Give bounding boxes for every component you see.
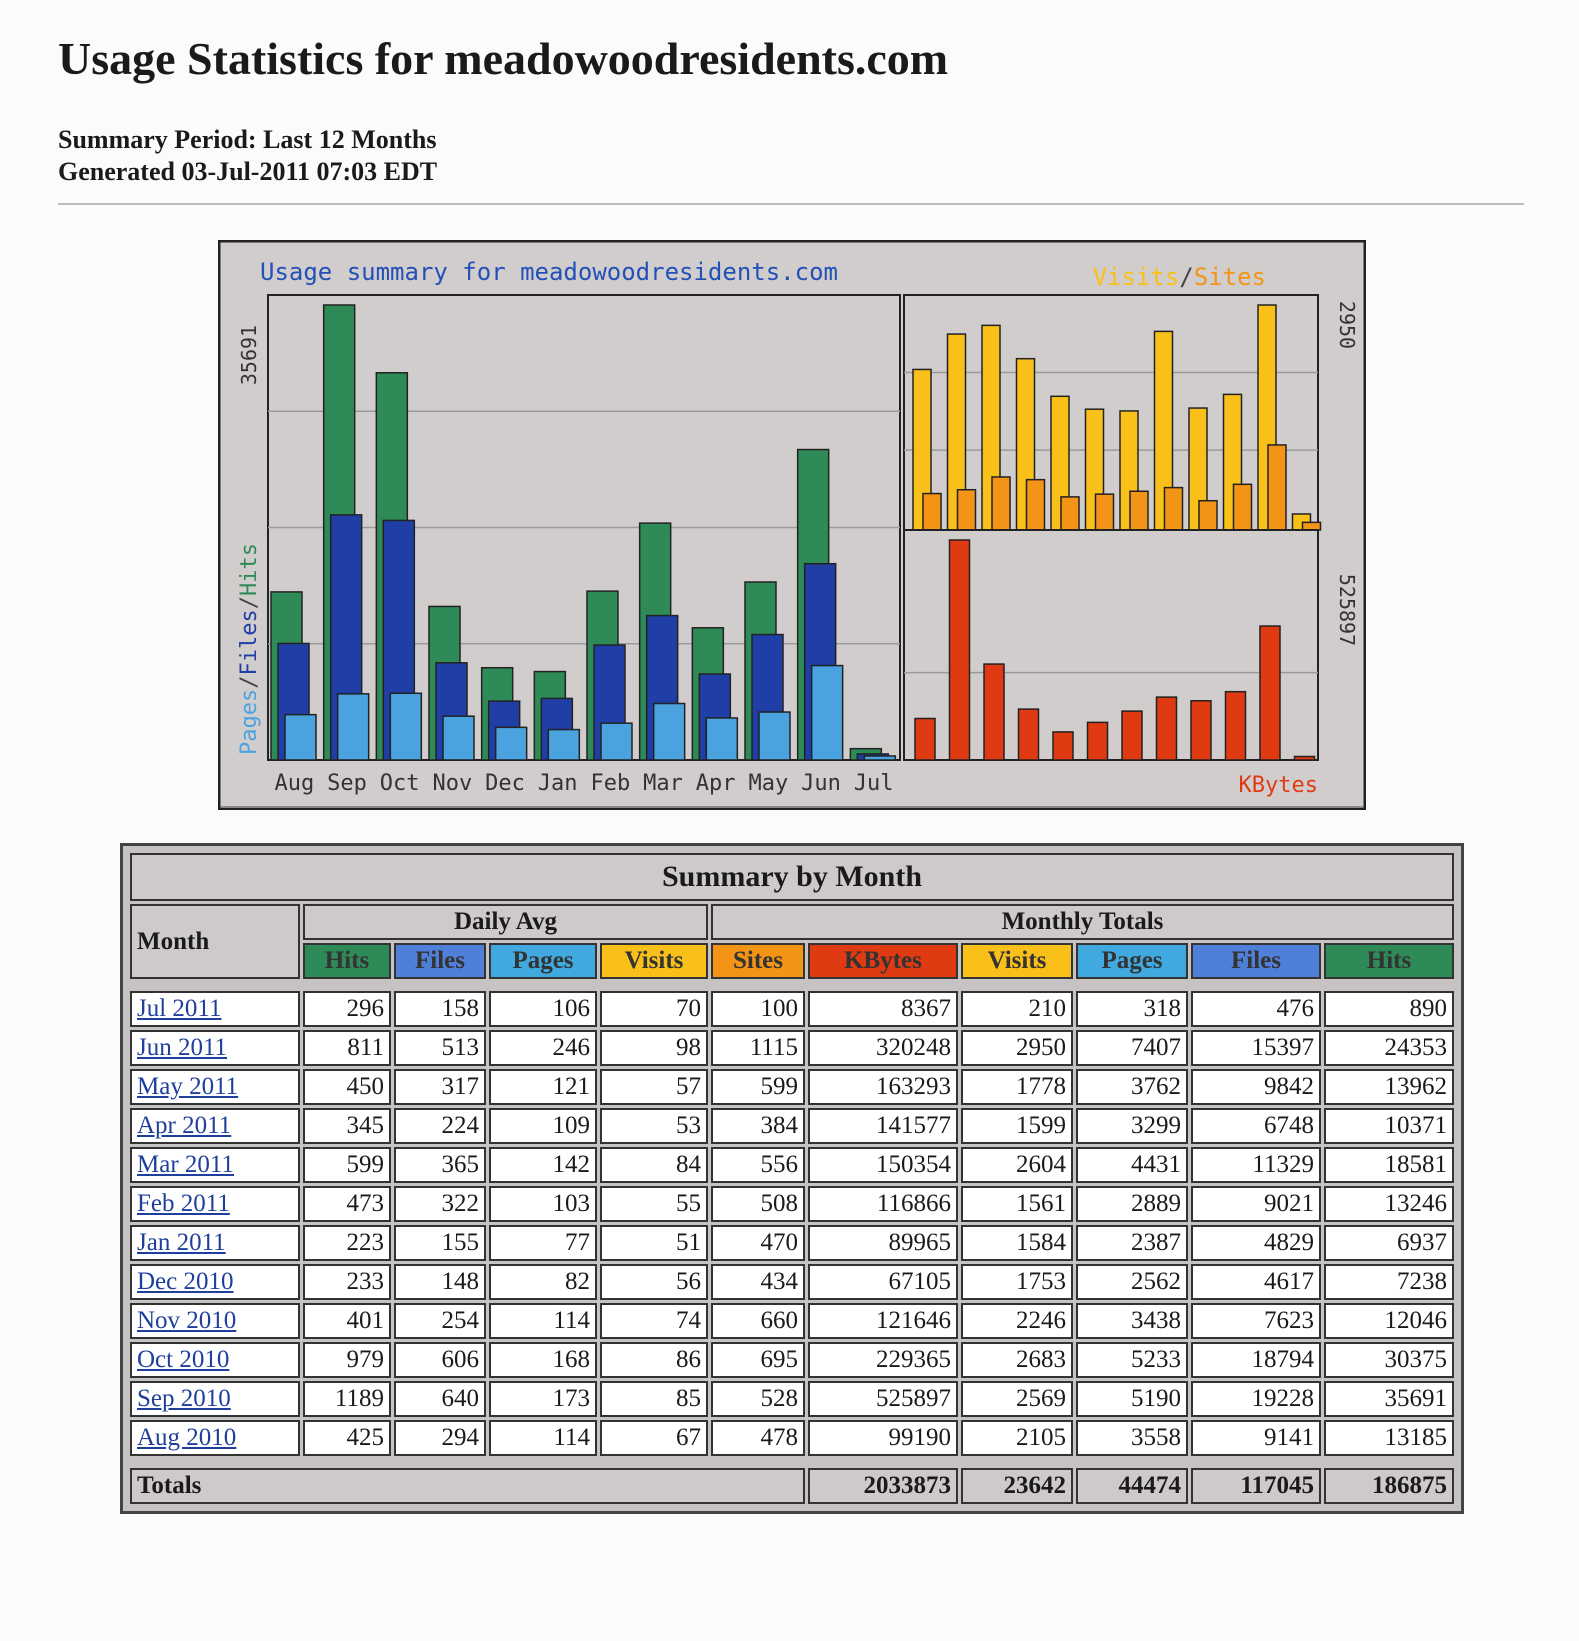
bar-kbytes-mar — [1157, 697, 1177, 760]
cell-pages: 77 — [489, 1225, 597, 1261]
cell-visits: 85 — [600, 1381, 708, 1417]
column-header-row — [130, 943, 1454, 979]
cell-visits: 67 — [600, 1420, 708, 1456]
cell-visits: 1778 — [961, 1069, 1073, 1105]
cell-visits: 1753 — [961, 1264, 1073, 1300]
month-link[interactable]: Aug 2010 — [137, 1424, 237, 1451]
cell-hits: 7238 — [1324, 1264, 1454, 1300]
cell-files: 322 — [394, 1186, 486, 1222]
month-link[interactable]: Sep 2010 — [137, 1385, 231, 1412]
cell-sites: 556 — [711, 1147, 805, 1183]
bar-kbytes-dec — [1053, 732, 1073, 760]
page-title: Usage Statistics for meadowoodresidents.com — [58, 33, 949, 84]
cell-files: 7623 — [1191, 1303, 1321, 1339]
x-tick-may: May — [748, 771, 789, 796]
cell-sites: 508 — [711, 1186, 805, 1222]
table-row — [130, 991, 1454, 1027]
summary-period: Summary Period: Last 12 Months — [58, 125, 437, 154]
cell-hits: 425 — [303, 1420, 391, 1456]
daily-avg-header: Daily Avg — [303, 904, 708, 940]
bar-pages-sep — [338, 694, 369, 760]
cell-visits: 210 — [961, 991, 1073, 1027]
cell-files: 4829 — [1191, 1225, 1321, 1261]
legend-part: Sites — [1193, 263, 1266, 291]
cell-pages: 5233 — [1076, 1342, 1188, 1378]
bar-sites-sep — [958, 490, 976, 530]
table-row — [130, 1342, 1454, 1378]
cell-files: 317 — [394, 1069, 486, 1105]
cell-files: 158 — [394, 991, 486, 1027]
x-tick-jun: Jun — [801, 771, 841, 796]
table-row — [130, 1108, 1454, 1144]
cell-files: 9021 — [1191, 1186, 1321, 1222]
cell-pages: 103 — [489, 1186, 597, 1222]
cell-kbytes: 89965 — [808, 1225, 958, 1261]
bar-pages-jul — [864, 756, 895, 760]
column-header-kbytes: KBytes — [808, 943, 958, 979]
cell-visits: 74 — [600, 1303, 708, 1339]
column-header-pages: Pages — [1076, 943, 1188, 979]
kbytes-max-label: 525897 — [1335, 573, 1359, 647]
month-link[interactable]: Dec 2010 — [137, 1268, 234, 1295]
cell-sites: 599 — [711, 1069, 805, 1105]
cell-visits: 2604 — [961, 1147, 1073, 1183]
cell-visits: 86 — [600, 1342, 708, 1378]
month-cell — [130, 1030, 300, 1066]
cell-visits: 98 — [600, 1030, 708, 1066]
cell-visits: 2105 — [961, 1420, 1073, 1456]
cell-sites: 384 — [711, 1108, 805, 1144]
x-tick-aug: Aug — [274, 771, 315, 796]
bar-pages-jun — [812, 666, 843, 760]
x-tick-oct: Oct — [379, 771, 420, 796]
cell-files: 155 — [394, 1225, 486, 1261]
monthly-totals-header: Monthly Totals — [711, 904, 1454, 940]
month-link[interactable]: Jul 2011 — [137, 995, 222, 1022]
cell-sites: 434 — [711, 1264, 805, 1300]
x-tick-nov: Nov — [432, 771, 473, 796]
cell-hits: 979 — [303, 1342, 391, 1378]
table-row — [130, 1186, 1454, 1222]
axis-label-part: / — [237, 596, 262, 610]
table-row — [130, 1147, 1454, 1183]
bar-pages-may — [759, 712, 790, 760]
cell-hits: 13185 — [1324, 1420, 1454, 1456]
month-cell — [130, 1264, 300, 1300]
axis-label-part: / — [237, 675, 262, 689]
axis-label-part: Pages — [237, 688, 262, 755]
month-cell — [130, 1381, 300, 1417]
bar-kbytes-jan — [1088, 722, 1108, 760]
month-link[interactable]: Oct 2010 — [137, 1346, 230, 1373]
cell-hits: 345 — [303, 1108, 391, 1144]
cell-pages: 173 — [489, 1381, 597, 1417]
total-pages: 44474 — [1076, 1468, 1188, 1504]
x-tick-dec: Dec — [485, 771, 525, 796]
total-hits: 186875 — [1324, 1468, 1454, 1504]
cell-pages: 4431 — [1076, 1147, 1188, 1183]
cell-pages: 3558 — [1076, 1420, 1188, 1456]
left-axis-label — [237, 543, 262, 755]
cell-kbytes: 8367 — [808, 991, 958, 1027]
cell-visits: 55 — [600, 1186, 708, 1222]
table-row — [130, 1069, 1454, 1105]
total-visits: 23642 — [961, 1468, 1073, 1504]
x-tick-sep: Sep — [327, 771, 367, 796]
cell-hits: 233 — [303, 1264, 391, 1300]
cell-hits: 10371 — [1324, 1108, 1454, 1144]
cell-files: 4617 — [1191, 1264, 1321, 1300]
cell-files: 640 — [394, 1381, 486, 1417]
cell-files: 6748 — [1191, 1108, 1321, 1144]
cell-hits: 473 — [303, 1186, 391, 1222]
cell-kbytes: 99190 — [808, 1420, 958, 1456]
cell-hits: 401 — [303, 1303, 391, 1339]
month-cell — [130, 1225, 300, 1261]
bar-pages-aug — [285, 715, 316, 760]
cell-visits: 1599 — [961, 1108, 1073, 1144]
bar-sites-may — [1234, 484, 1252, 530]
month-cell — [130, 1420, 300, 1456]
column-header-hits: Hits — [1324, 943, 1454, 979]
left-max-label: 35691 — [237, 324, 261, 386]
bar-pages-oct — [390, 693, 421, 760]
table-row — [130, 1303, 1454, 1339]
bar-sites-oct — [992, 477, 1010, 530]
cell-hits: 12046 — [1324, 1303, 1454, 1339]
bar-kbytes-oct — [984, 664, 1004, 760]
cell-kbytes: 116866 — [808, 1186, 958, 1222]
cell-sites: 478 — [711, 1420, 805, 1456]
axis-label-part: Files — [237, 609, 262, 676]
month-link[interactable]: Nov 2010 — [137, 1307, 237, 1334]
cell-pages: 7407 — [1076, 1030, 1188, 1066]
cell-files: 9141 — [1191, 1420, 1321, 1456]
cell-pages: 109 — [489, 1108, 597, 1144]
bar-pages-apr — [706, 718, 737, 760]
bar-kbytes-nov — [1019, 709, 1039, 760]
cell-pages: 121 — [489, 1069, 597, 1105]
cell-files: 11329 — [1191, 1147, 1321, 1183]
cell-pages: 2387 — [1076, 1225, 1188, 1261]
month-cell — [130, 1069, 300, 1105]
cell-pages: 168 — [489, 1342, 597, 1378]
usage-summary-graph — [218, 240, 1366, 810]
month-column-header: Month — [130, 904, 300, 979]
cell-files: 294 — [394, 1420, 486, 1456]
cell-visits: 2246 — [961, 1303, 1073, 1339]
report-meta — [58, 124, 437, 188]
cell-files: 476 — [1191, 991, 1321, 1027]
bar-kbytes-apr — [1191, 701, 1211, 760]
cell-hits: 599 — [303, 1147, 391, 1183]
bar-kbytes-may — [1226, 692, 1246, 760]
bar-kbytes-aug — [915, 719, 935, 760]
bar-kbytes-jun — [1260, 626, 1280, 760]
cell-visits: 51 — [600, 1225, 708, 1261]
cell-pages: 142 — [489, 1147, 597, 1183]
month-link[interactable]: Jan 2011 — [137, 1229, 226, 1256]
cell-files: 18794 — [1191, 1342, 1321, 1378]
cell-sites: 100 — [711, 991, 805, 1027]
visits-sites-legend — [1093, 263, 1266, 291]
cell-hits: 30375 — [1324, 1342, 1454, 1378]
column-header-sites: Sites — [711, 943, 805, 979]
bar-kbytes-sep — [950, 540, 970, 760]
cell-visits: 57 — [600, 1069, 708, 1105]
cell-sites: 695 — [711, 1342, 805, 1378]
cell-files: 148 — [394, 1264, 486, 1300]
cell-files: 254 — [394, 1303, 486, 1339]
cell-hits: 35691 — [1324, 1381, 1454, 1417]
generated-date: Generated 03-Jul-2011 07:03 EDT — [58, 157, 438, 186]
cell-files: 606 — [394, 1342, 486, 1378]
cell-pages: 114 — [489, 1420, 597, 1456]
legend-part: / — [1179, 263, 1194, 291]
cell-hits: 223 — [303, 1225, 391, 1261]
bar-sites-feb — [1130, 491, 1148, 530]
cell-kbytes: 121646 — [808, 1303, 958, 1339]
summary-table-wrap — [120, 843, 1464, 1514]
table-title: Summary by Month — [130, 853, 1454, 901]
bar-sites-nov — [1027, 480, 1045, 530]
cell-visits: 1561 — [961, 1186, 1073, 1222]
cell-sites: 528 — [711, 1381, 805, 1417]
bar-sites-aug — [923, 494, 941, 530]
axis-label-part: Hits — [237, 543, 262, 597]
cell-files: 15397 — [1191, 1030, 1321, 1066]
table-row — [130, 1264, 1454, 1300]
cell-pages: 82 — [489, 1264, 597, 1300]
total-kbytes: 2033873 — [808, 1468, 958, 1504]
cell-hits: 890 — [1324, 991, 1454, 1027]
cell-sites: 660 — [711, 1303, 805, 1339]
cell-visits: 56 — [600, 1264, 708, 1300]
cell-pages: 5190 — [1076, 1381, 1188, 1417]
column-header-visits: Visits — [961, 943, 1073, 979]
cell-visits: 70 — [600, 991, 708, 1027]
x-tick-feb: Feb — [590, 771, 631, 796]
total-files: 117045 — [1191, 1468, 1321, 1504]
cell-kbytes: 525897 — [808, 1381, 958, 1417]
cell-hits: 450 — [303, 1069, 391, 1105]
totals-label: Totals — [130, 1468, 805, 1504]
cell-hits: 296 — [303, 991, 391, 1027]
bar-kbytes-jul — [1295, 756, 1315, 760]
cell-pages: 2889 — [1076, 1186, 1188, 1222]
bar-pages-mar — [654, 704, 685, 760]
cell-pages: 246 — [489, 1030, 597, 1066]
table-row — [130, 1225, 1454, 1261]
cell-pages: 3438 — [1076, 1303, 1188, 1339]
x-tick-jul: Jul — [853, 771, 894, 796]
summary-by-month-table — [127, 850, 1457, 1507]
table-row — [130, 1030, 1454, 1066]
cell-visits: 84 — [600, 1147, 708, 1183]
month-cell — [130, 991, 300, 1027]
cell-visits: 2569 — [961, 1381, 1073, 1417]
table-row — [130, 1420, 1454, 1456]
cell-sites: 1115 — [711, 1030, 805, 1066]
cell-hits: 13246 — [1324, 1186, 1454, 1222]
graph-title: Usage summary for meadowoodresidents.com — [260, 258, 838, 286]
cell-pages: 106 — [489, 991, 597, 1027]
bar-pages-nov — [443, 716, 474, 760]
cell-kbytes: 320248 — [808, 1030, 958, 1066]
bar-sites-jan — [1096, 494, 1114, 530]
bar-sites-dec — [1061, 497, 1079, 530]
x-tick-mar: Mar — [643, 771, 683, 796]
month-cell — [130, 1303, 300, 1339]
bar-sites-jul — [1303, 522, 1321, 530]
table-body — [130, 982, 1454, 1504]
x-tick-jan: Jan — [537, 771, 578, 796]
cell-files: 224 — [394, 1108, 486, 1144]
column-header-visits: Visits — [600, 943, 708, 979]
cell-visits: 2950 — [961, 1030, 1073, 1066]
cell-kbytes: 67105 — [808, 1264, 958, 1300]
cell-hits: 1189 — [303, 1381, 391, 1417]
cell-pages: 2562 — [1076, 1264, 1188, 1300]
visits-max-label: 2950 — [1335, 300, 1359, 350]
month-link[interactable]: May 2011 — [137, 1073, 239, 1100]
cell-hits: 811 — [303, 1030, 391, 1066]
kbytes-axis-label: KBytes — [1238, 773, 1318, 798]
cell-files: 9842 — [1191, 1069, 1321, 1105]
table-row — [130, 1381, 1454, 1417]
column-header-hits: Hits — [303, 943, 391, 979]
column-header-pages: Pages — [489, 943, 597, 979]
cell-pages: 318 — [1076, 991, 1188, 1027]
totals-row — [130, 1468, 1454, 1504]
cell-files: 19228 — [1191, 1381, 1321, 1417]
month-link[interactable]: Apr 2011 — [137, 1112, 232, 1139]
legend-part: Visits — [1092, 263, 1180, 291]
header-divider — [58, 203, 1524, 205]
cell-hits: 24353 — [1324, 1030, 1454, 1066]
bar-sites-jun — [1268, 445, 1286, 530]
x-tick-apr: Apr — [695, 771, 736, 796]
month-link[interactable]: Mar 2011 — [137, 1151, 234, 1178]
bar-pages-dec — [496, 727, 527, 760]
bar-sites-apr — [1199, 501, 1217, 530]
column-header-files: Files — [394, 943, 486, 979]
month-cell — [130, 1147, 300, 1183]
cell-visits: 2683 — [961, 1342, 1073, 1378]
cell-files: 365 — [394, 1147, 486, 1183]
cell-pages: 3762 — [1076, 1069, 1188, 1105]
cell-kbytes: 229365 — [808, 1342, 958, 1378]
month-link[interactable]: Jun 2011 — [137, 1034, 228, 1061]
month-cell — [130, 1186, 300, 1222]
bar-kbytes-feb — [1122, 711, 1142, 760]
cell-visits: 1584 — [961, 1225, 1073, 1261]
cell-hits: 13962 — [1324, 1069, 1454, 1105]
cell-hits: 18581 — [1324, 1147, 1454, 1183]
cell-pages: 114 — [489, 1303, 597, 1339]
cell-visits: 53 — [600, 1108, 708, 1144]
month-cell — [130, 1342, 300, 1378]
cell-hits: 6937 — [1324, 1225, 1454, 1261]
column-header-files: Files — [1191, 943, 1321, 979]
cell-sites: 470 — [711, 1225, 805, 1261]
cell-kbytes: 163293 — [808, 1069, 958, 1105]
bar-pages-jan — [548, 730, 579, 760]
cell-kbytes: 150354 — [808, 1147, 958, 1183]
cell-kbytes: 141577 — [808, 1108, 958, 1144]
cell-files: 513 — [394, 1030, 486, 1066]
bar-pages-feb — [601, 723, 632, 760]
usage-chart-svg — [218, 240, 1366, 810]
cell-pages: 3299 — [1076, 1108, 1188, 1144]
month-link[interactable]: Feb 2011 — [137, 1190, 230, 1217]
bar-sites-mar — [1165, 488, 1183, 530]
month-cell — [130, 1108, 300, 1144]
